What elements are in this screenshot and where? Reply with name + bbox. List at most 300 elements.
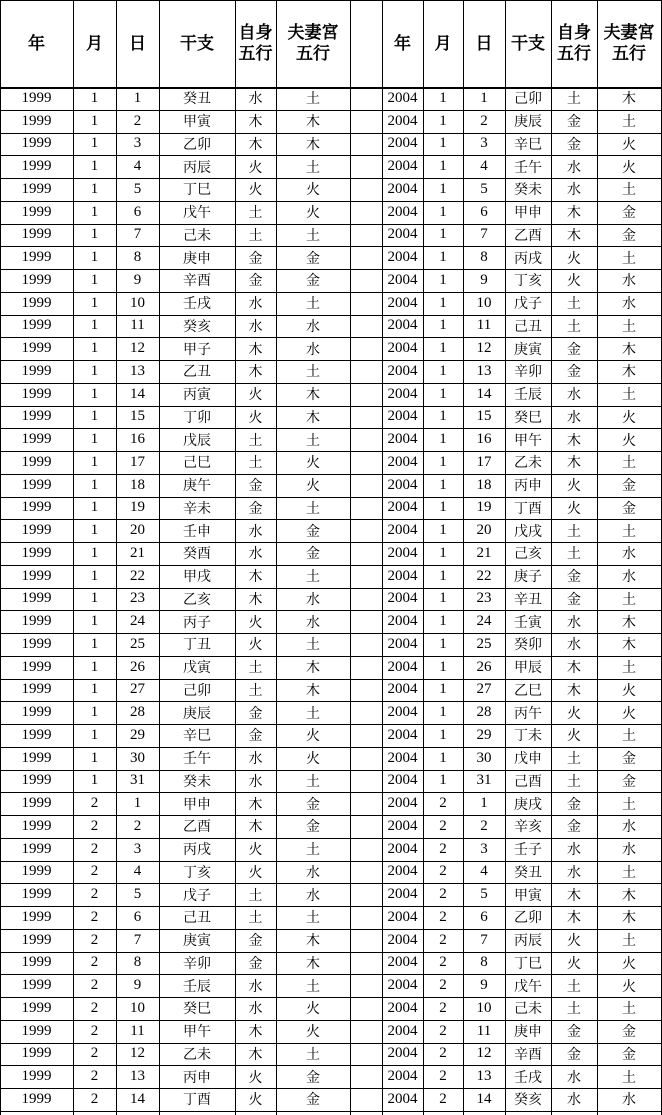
right-ganzhi-cell: 壬辰: [514, 387, 542, 404]
left-spouse-element-cell: 水: [306, 591, 320, 608]
right-year-cell: 2004: [387, 908, 418, 925]
grid-vertical-rule: [159, 1, 160, 1115]
right-ganzhi-cell: 壬子: [514, 842, 542, 859]
left-month-cell: 2: [90, 817, 99, 834]
left-month-cell: 1: [90, 499, 99, 516]
grid-horizontal-rule: [0, 474, 662, 475]
right-year-cell: 2004: [387, 89, 418, 106]
right-spouse-element-cell: 土: [622, 864, 636, 881]
left-spouse-element-cell: 金: [306, 1092, 320, 1109]
grid-horizontal-rule: [0, 269, 662, 270]
grid-horizontal-rule: [0, 1065, 662, 1066]
left-ganzhi-cell: 辛巳: [183, 728, 211, 745]
left-year-cell: 1999: [21, 1045, 52, 1062]
right-spouse-element-cell: 金: [622, 227, 636, 244]
left-day-cell: 10: [130, 294, 145, 311]
right-day-cell: 14: [476, 1090, 492, 1107]
right-spouse-element-cell: 土: [622, 1069, 636, 1086]
grid-horizontal-rule: [0, 883, 662, 884]
left-day-cell: 5: [133, 180, 142, 197]
left-spouse-element-cell: 火: [306, 728, 320, 745]
right-day-cell: 19: [476, 499, 492, 516]
left-year-cell: 1999: [21, 544, 52, 561]
left-year-cell: 1999: [21, 977, 52, 994]
right-month-cell: 1: [439, 340, 447, 357]
left-self-element-cell: 木: [248, 569, 263, 586]
left-year-cell: 1999: [21, 1068, 52, 1085]
left-spouse-element-cell: 木: [306, 387, 320, 404]
left-month-cell: 1: [90, 431, 99, 448]
left-month-cell: 1: [90, 749, 99, 766]
right-ganzhi-cell: 乙未: [514, 455, 542, 472]
left-day-cell: 22: [130, 567, 145, 584]
left-self-element-cell: 木: [248, 114, 263, 131]
left-year-cell: 1999: [21, 522, 52, 539]
left-self-element-cell: 金: [248, 273, 263, 290]
left-spouse-element-cell: 金: [306, 546, 320, 563]
right-self-element-cell: 水: [567, 409, 581, 426]
right-ganzhi-cell: 丙戌: [514, 250, 542, 267]
right-self-element-cell: 金: [567, 591, 581, 608]
left-month-cell: 2: [90, 908, 99, 925]
grid-vertical-rule: [551, 1, 552, 1115]
left-day-cell: 10: [130, 999, 145, 1016]
right-year-cell: 2004: [387, 294, 418, 311]
left-month-cell: 2: [90, 1090, 99, 1107]
left-day-cell: 9: [133, 977, 142, 994]
left-year-cell: 1999: [21, 772, 52, 789]
left-ganzhi-cell: 戊午: [183, 205, 211, 222]
right-self-element-cell: 木: [567, 455, 581, 472]
right-month-cell: 1: [439, 590, 447, 607]
left-day-cell: 21: [130, 544, 145, 561]
right-month-cell: 2: [439, 840, 447, 857]
right-day-cell: 6: [480, 203, 488, 220]
right-ganzhi-cell: 癸丑: [514, 864, 542, 881]
right-self-element-cell: 火: [567, 933, 581, 950]
left-day-cell: 6: [133, 203, 142, 220]
right-self-element-cell: 水: [567, 1069, 581, 1086]
right-year-cell: 2004: [387, 817, 418, 834]
left-spouse-element-cell: 火: [306, 182, 320, 199]
left-month-cell: 1: [90, 89, 99, 106]
right-spouse-element-cell: 木: [622, 364, 636, 381]
grid-vertical-rule: [0, 1, 1, 1115]
right-day-cell: 14: [476, 385, 492, 402]
left-day-cell: 4: [133, 863, 142, 880]
left-month-cell: 2: [90, 977, 99, 994]
grid-horizontal-rule: [0, 610, 662, 611]
right-spouse-element-cell: 火: [622, 978, 636, 995]
left-ganzhi-cell: 壬戌: [183, 296, 211, 313]
right-ganzhi-cell: 丙午: [514, 705, 542, 722]
left-year-cell: 1999: [21, 249, 52, 266]
left-header-spouse-element: [276, 1, 350, 87]
left-day-cell: 23: [130, 590, 145, 607]
left-spouse-element-cell: 土: [306, 159, 320, 176]
right-spouse-element-cell: 土: [622, 728, 636, 745]
left-spouse-element-cell: 土: [306, 569, 320, 586]
left-self-element-cell: 木: [248, 796, 263, 813]
left-ganzhi-cell: 戊子: [183, 887, 211, 904]
right-self-element-cell: 金: [567, 1046, 581, 1063]
left-ganzhi-cell: 壬申: [183, 523, 211, 540]
right-self-element-cell: 土: [567, 296, 581, 313]
left-ganzhi-cell: 甲午: [183, 1024, 211, 1041]
left-ganzhi-cell: 壬午: [183, 751, 211, 768]
right-ganzhi-cell: 乙巳: [514, 682, 542, 699]
right-ganzhi-cell: 戊申: [514, 751, 542, 768]
left-spouse-element-cell: 火: [306, 1024, 320, 1041]
left-ganzhi-cell: 癸未: [183, 773, 211, 790]
right-spouse-element-cell: 水: [622, 819, 636, 836]
right-day-cell: 29: [476, 726, 492, 743]
right-ganzhi-cell: 辛巳: [514, 136, 542, 153]
left-header-ganzhi-line: 干支: [180, 33, 214, 54]
right-day-cell: 4: [480, 158, 488, 175]
left-ganzhi-cell: 丁丑: [183, 637, 211, 654]
right-self-element-cell: 水: [567, 864, 581, 881]
right-month-cell: 2: [439, 954, 447, 971]
left-self-element-cell: 土: [248, 227, 263, 244]
left-self-element-cell: 火: [248, 1069, 263, 1086]
left-ganzhi-cell: 辛未: [183, 500, 211, 517]
right-self-element-cell: 水: [567, 387, 581, 404]
right-day-cell: 7: [480, 226, 488, 243]
right-day-cell: 11: [476, 317, 492, 334]
right-spouse-element-cell: 火: [622, 432, 636, 449]
right-day-cell: 6: [480, 908, 488, 925]
right-year-cell: 2004: [387, 726, 418, 743]
right-self-element-cell: 火: [567, 955, 581, 972]
left-day-cell: 8: [133, 249, 142, 266]
left-self-element-cell: 土: [248, 660, 263, 677]
left-day-cell: 12: [130, 340, 145, 357]
left-year-cell: 1999: [21, 499, 52, 516]
right-year-cell: 2004: [387, 476, 418, 493]
left-self-element-cell: 火: [248, 614, 263, 631]
right-day-cell: 23: [476, 590, 492, 607]
right-ganzhi-cell: 己亥: [514, 546, 542, 563]
left-month-cell: 2: [90, 795, 99, 812]
right-self-element-cell: 木: [567, 432, 581, 449]
grid-horizontal-rule: [0, 1043, 662, 1044]
right-spouse-element-cell: 土: [622, 1001, 636, 1018]
right-spouse-element-cell: 金: [622, 1046, 636, 1063]
left-month-cell: 1: [90, 203, 99, 220]
grid-horizontal-rule: [0, 906, 662, 907]
right-ganzhi-cell: 丙申: [514, 478, 542, 495]
grid-horizontal-rule: [0, 246, 662, 247]
right-month-cell: 2: [439, 863, 447, 880]
right-ganzhi-cell: 己丑: [514, 318, 542, 335]
right-spouse-element-cell: 土: [622, 318, 636, 335]
right-spouse-element-cell: 水: [622, 273, 636, 290]
left-ganzhi-cell: 甲寅: [183, 114, 211, 131]
right-year-cell: 2004: [387, 635, 418, 652]
right-header-year: [382, 1, 423, 87]
right-month-cell: 1: [439, 476, 447, 493]
right-month-cell: 1: [439, 89, 447, 106]
right-day-cell: 8: [480, 954, 488, 971]
right-ganzhi-cell: 辛酉: [514, 1046, 542, 1063]
right-spouse-element-cell: 土: [622, 455, 636, 472]
left-self-element-cell: 金: [248, 728, 263, 745]
right-ganzhi-cell: 丁未: [514, 728, 542, 745]
right-year-cell: 2004: [387, 681, 418, 698]
grid-horizontal-rule: [0, 360, 662, 361]
right-self-element-cell: 木: [567, 887, 581, 904]
right-ganzhi-cell: 辛卯: [514, 364, 542, 381]
right-self-element-cell: 水: [567, 1092, 581, 1109]
left-year-cell: 1999: [21, 89, 52, 106]
right-day-cell: 24: [476, 613, 492, 630]
left-self-element-cell: 火: [248, 159, 263, 176]
left-spouse-element-cell: 火: [306, 478, 320, 495]
right-spouse-element-cell: 土: [622, 114, 636, 131]
right-year-cell: 2004: [387, 931, 418, 948]
left-spouse-element-cell: 金: [306, 250, 320, 267]
right-year-cell: 2004: [387, 704, 418, 721]
right-ganzhi-cell: 乙酉: [514, 227, 542, 244]
left-ganzhi-cell: 己巳: [183, 455, 211, 472]
right-year-cell: 2004: [387, 135, 418, 152]
left-ganzhi-cell: 癸丑: [183, 91, 211, 108]
grid-horizontal-rule: [0, 224, 662, 225]
left-spouse-element-cell: 火: [306, 751, 320, 768]
left-header-spouse-element-line: 夫妻宮: [287, 23, 339, 43]
right-day-cell: 2: [480, 112, 488, 129]
left-spouse-element-cell: 土: [306, 1046, 320, 1063]
left-self-element-cell: 金: [248, 478, 263, 495]
left-self-element-cell: 火: [248, 864, 263, 881]
right-day-cell: 11: [476, 1022, 492, 1039]
right-day-cell: 8: [480, 249, 488, 266]
left-self-element-cell: 土: [248, 887, 263, 904]
right-year-cell: 2004: [387, 1022, 418, 1039]
left-ganzhi-cell: 丙寅: [183, 387, 211, 404]
right-spouse-element-cell: 水: [622, 569, 636, 586]
right-year-cell: 2004: [387, 613, 418, 630]
left-ganzhi-cell: 辛酉: [183, 273, 211, 290]
right-month-cell: 2: [439, 1090, 447, 1107]
right-year-cell: 2004: [387, 863, 418, 880]
left-self-element-cell: 水: [248, 751, 263, 768]
left-ganzhi-cell: 乙丑: [183, 364, 211, 381]
left-self-element-cell: 水: [248, 296, 263, 313]
left-month-cell: 1: [90, 112, 99, 129]
left-spouse-element-cell: 土: [306, 978, 320, 995]
grid-horizontal-rule: [0, 770, 662, 771]
right-month-cell: 1: [439, 203, 447, 220]
right-day-cell: 15: [476, 408, 492, 425]
right-month-cell: 1: [439, 180, 447, 197]
right-day-cell: 7: [480, 931, 488, 948]
right-spouse-element-cell: 水: [622, 546, 636, 563]
left-year-cell: 1999: [21, 567, 52, 584]
left-year-cell: 1999: [21, 931, 52, 948]
left-day-cell: 1: [133, 795, 142, 812]
left-ganzhi-cell: 壬辰: [183, 978, 211, 995]
right-spouse-element-cell: 金: [622, 205, 636, 222]
left-spouse-element-cell: 木: [306, 136, 320, 153]
left-spouse-element-cell: 土: [306, 364, 320, 381]
grid-vertical-rule: [116, 1, 117, 1115]
left-spouse-element-cell: 水: [306, 341, 320, 358]
left-spouse-element-cell: 金: [306, 1069, 320, 1086]
left-header-day-line: 日: [129, 33, 146, 54]
grid-vertical-rule: [505, 1, 506, 1115]
right-ganzhi-cell: 庚子: [514, 569, 542, 586]
right-self-element-cell: 金: [567, 114, 581, 131]
left-header-month: [73, 1, 116, 87]
right-self-element-cell: 土: [567, 1001, 581, 1018]
left-day-cell: 20: [130, 522, 145, 539]
right-self-element-cell: 土: [567, 546, 581, 563]
right-year-cell: 2004: [387, 385, 418, 402]
left-year-cell: 1999: [21, 795, 52, 812]
left-self-element-cell: 金: [248, 500, 263, 517]
grid-horizontal-rule: [0, 792, 662, 793]
right-day-cell: 1: [480, 795, 488, 812]
left-month-cell: 2: [90, 886, 99, 903]
left-month-cell: 1: [90, 135, 99, 152]
left-spouse-element-cell: 金: [306, 523, 320, 540]
right-year-cell: 2004: [387, 658, 418, 675]
right-year-cell: 2004: [387, 1090, 418, 1107]
left-spouse-element-cell: 土: [306, 227, 320, 244]
left-self-element-cell: 火: [248, 182, 263, 199]
left-ganzhi-cell: 乙未: [183, 1046, 211, 1063]
left-day-cell: 24: [130, 613, 145, 630]
right-self-element-cell: 土: [567, 318, 581, 335]
right-self-element-cell: 水: [567, 159, 581, 176]
right-ganzhi-cell: 戊午: [514, 978, 542, 995]
right-year-cell: 2004: [387, 249, 418, 266]
left-day-cell: 18: [130, 476, 145, 493]
left-self-element-cell: 土: [248, 205, 263, 222]
grid-horizontal-rule: [0, 656, 662, 657]
left-year-cell: 1999: [21, 340, 52, 357]
right-header-spouse-element: [597, 1, 661, 87]
right-day-cell: 5: [480, 180, 488, 197]
left-month-cell: 1: [90, 590, 99, 607]
left-year-cell: 1999: [21, 886, 52, 903]
right-month-cell: 1: [439, 499, 447, 516]
right-ganzhi-cell: 庚戌: [514, 796, 542, 813]
left-day-cell: 13: [130, 362, 145, 379]
left-day-cell: 13: [130, 1068, 145, 1085]
left-spouse-element-cell: 木: [306, 955, 320, 972]
right-year-cell: 2004: [387, 567, 418, 584]
left-day-cell: 29: [130, 726, 145, 743]
right-day-cell: 13: [476, 362, 492, 379]
left-header-year-line: 年: [28, 33, 45, 54]
right-year-cell: 2004: [387, 772, 418, 789]
right-day-cell: 13: [476, 1068, 492, 1085]
right-self-element-cell: 木: [567, 682, 581, 699]
left-month-cell: 1: [90, 635, 99, 652]
left-ganzhi-cell: 戊辰: [183, 432, 211, 449]
right-month-cell: 2: [439, 999, 447, 1016]
left-ganzhi-cell: 庚申: [183, 250, 211, 267]
right-year-cell: 2004: [387, 999, 418, 1016]
right-ganzhi-cell: 戊子: [514, 296, 542, 313]
grid-horizontal-rule: [0, 1020, 662, 1021]
right-header-day-line: 日: [475, 33, 493, 54]
right-ganzhi-cell: 己未: [514, 1001, 542, 1018]
left-month-cell: 1: [90, 544, 99, 561]
right-year-cell: 2004: [387, 317, 418, 334]
right-month-cell: 1: [439, 362, 447, 379]
right-day-cell: 20: [476, 522, 492, 539]
right-month-cell: 2: [439, 977, 447, 994]
right-month-cell: 1: [439, 385, 447, 402]
right-header-spouse-element-line: 五行: [612, 44, 646, 64]
right-spouse-element-cell: 木: [622, 910, 636, 927]
grid-horizontal-rule: [0, 815, 662, 816]
right-year-cell: 2004: [387, 886, 418, 903]
right-ganzhi-cell: 庚辰: [514, 114, 542, 131]
right-self-element-cell: 水: [567, 182, 581, 199]
right-day-cell: 10: [476, 294, 492, 311]
right-year-cell: 2004: [387, 795, 418, 812]
left-ganzhi-cell: 乙酉: [183, 819, 211, 836]
right-month-cell: 1: [439, 317, 447, 334]
left-spouse-element-cell: 土: [306, 910, 320, 927]
left-spouse-element-cell: 土: [306, 773, 320, 790]
left-month-cell: 1: [90, 613, 99, 630]
left-spouse-element-cell: 金: [306, 273, 320, 290]
left-year-cell: 1999: [21, 112, 52, 129]
right-month-cell: 1: [439, 158, 447, 175]
grid-vertical-rule: [350, 1, 351, 1115]
right-spouse-element-cell: 土: [622, 250, 636, 267]
left-ganzhi-cell: 甲子: [183, 341, 211, 358]
right-year-cell: 2004: [387, 590, 418, 607]
left-ganzhi-cell: 戊寅: [183, 660, 211, 677]
left-year-cell: 1999: [21, 590, 52, 607]
left-day-cell: 2: [133, 817, 142, 834]
right-year-cell: 2004: [387, 271, 418, 288]
right-month-cell: 2: [439, 931, 447, 948]
right-header-self-element-line: 五行: [557, 44, 591, 64]
left-self-element-cell: 水: [248, 773, 263, 790]
right-year-cell: 2004: [387, 158, 418, 175]
right-self-element-cell: 金: [567, 796, 581, 813]
left-spouse-element-cell: 金: [306, 796, 320, 813]
left-month-cell: 1: [90, 704, 99, 721]
left-self-element-cell: 水: [248, 546, 263, 563]
left-year-cell: 1999: [21, 635, 52, 652]
left-ganzhi-cell: 庚午: [183, 478, 211, 495]
left-header-year: [0, 1, 73, 87]
right-self-element-cell: 土: [567, 91, 581, 108]
right-day-cell: 5: [480, 886, 488, 903]
right-spouse-element-cell: 火: [622, 136, 636, 153]
right-day-cell: 9: [480, 271, 488, 288]
grid-horizontal-rule: [0, 292, 662, 293]
right-day-cell: 17: [476, 453, 492, 470]
left-day-cell: 3: [133, 840, 142, 857]
right-year-cell: 2004: [387, 203, 418, 220]
right-spouse-element-cell: 木: [622, 887, 636, 904]
right-month-cell: 2: [439, 795, 447, 812]
left-day-cell: 12: [130, 1045, 145, 1062]
right-self-element-cell: 土: [567, 773, 581, 790]
left-ganzhi-cell: 庚辰: [183, 705, 211, 722]
right-year-cell: 2004: [387, 749, 418, 766]
